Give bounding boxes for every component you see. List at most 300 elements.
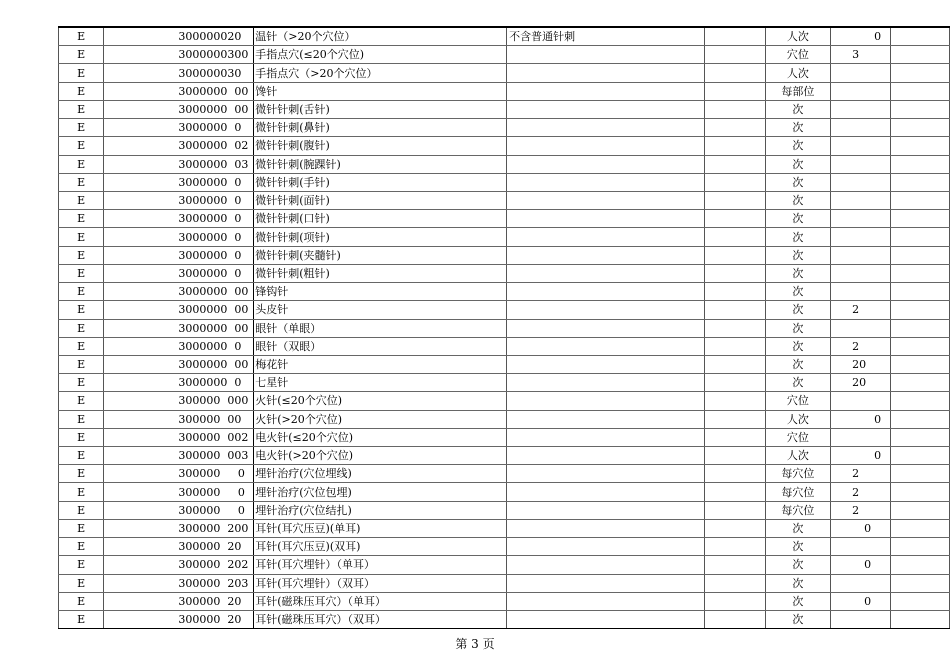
price-cell bbox=[831, 173, 891, 191]
unit-cell: 次 bbox=[765, 611, 830, 629]
code-cell: 3000000 0 bbox=[104, 374, 254, 392]
price-cell bbox=[831, 410, 891, 428]
category-cell: E bbox=[59, 319, 104, 337]
note-cell bbox=[507, 173, 705, 191]
extra-cell bbox=[890, 501, 949, 519]
extra-cell bbox=[890, 538, 949, 556]
price-value: 2 bbox=[852, 339, 860, 353]
price-cell bbox=[831, 574, 891, 592]
extra-cell bbox=[890, 611, 949, 629]
category-cell: E bbox=[59, 155, 104, 173]
extra-cell bbox=[890, 556, 949, 574]
price-cell bbox=[831, 264, 891, 282]
extra-cell bbox=[890, 46, 949, 64]
price-cell bbox=[831, 27, 891, 46]
note-cell bbox=[507, 592, 705, 610]
code-cell: 300000 20 bbox=[104, 538, 254, 556]
unit-cell: 每部位 bbox=[765, 82, 830, 100]
table-row bbox=[59, 374, 950, 392]
price-cell bbox=[831, 392, 891, 410]
item-name-cell: 微针针刺(粗针) bbox=[254, 264, 507, 282]
category-cell: E bbox=[59, 264, 104, 282]
category-cell: E bbox=[59, 337, 104, 355]
unit-cell: 次 bbox=[765, 337, 830, 355]
price-cell bbox=[831, 46, 891, 64]
extra-cell bbox=[890, 374, 949, 392]
table-row bbox=[59, 264, 950, 282]
item-name-cell: 微针针刺(腕踝针) bbox=[254, 155, 507, 173]
category-cell: E bbox=[59, 119, 104, 137]
price-table bbox=[58, 26, 950, 629]
item-name-cell: 电火针(>20个穴位) bbox=[254, 447, 507, 465]
blank-cell bbox=[704, 410, 765, 428]
note-cell bbox=[507, 574, 705, 592]
extra-cell bbox=[890, 574, 949, 592]
note-cell bbox=[507, 483, 705, 501]
extra-cell bbox=[890, 410, 949, 428]
price-cell bbox=[831, 301, 891, 319]
extra-cell bbox=[890, 337, 949, 355]
note-cell: 不含普通针刺 bbox=[507, 27, 705, 46]
extra-cell bbox=[890, 483, 949, 501]
item-name-cell: 耳针(耳穴埋针）（单耳） bbox=[254, 556, 507, 574]
table-row bbox=[59, 483, 950, 501]
category-cell: E bbox=[59, 301, 104, 319]
category-cell: E bbox=[59, 246, 104, 264]
category-cell: E bbox=[59, 428, 104, 446]
extra-cell bbox=[890, 137, 949, 155]
table-row bbox=[59, 27, 950, 46]
note-cell bbox=[507, 611, 705, 629]
table-row bbox=[59, 428, 950, 446]
note-cell bbox=[507, 538, 705, 556]
item-name-cell: 微针针刺(夹髓针) bbox=[254, 246, 507, 264]
table-row bbox=[59, 100, 950, 118]
category-cell: E bbox=[59, 100, 104, 118]
extra-cell bbox=[890, 100, 949, 118]
table-row bbox=[59, 173, 950, 191]
code-cell: 3000000 00 bbox=[104, 100, 254, 118]
code-cell: 300000 0 bbox=[104, 501, 254, 519]
code-cell: 300000 002 bbox=[104, 428, 254, 446]
blank-cell bbox=[704, 173, 765, 191]
price-cell bbox=[831, 519, 891, 537]
item-name-cell: 七星针 bbox=[254, 374, 507, 392]
table-row bbox=[59, 501, 950, 519]
blank-cell bbox=[704, 301, 765, 319]
price-cell bbox=[831, 501, 891, 519]
price-value: 20 bbox=[852, 376, 867, 390]
price-cell bbox=[831, 82, 891, 100]
blank-cell bbox=[704, 374, 765, 392]
item-name-cell: 耳针(磁珠压耳穴）（双耳） bbox=[254, 611, 507, 629]
code-cell: 300000 003 bbox=[104, 447, 254, 465]
item-name-cell: 梅花针 bbox=[254, 355, 507, 373]
code-cell: 3000000 0 bbox=[104, 228, 254, 246]
price-cell bbox=[831, 210, 891, 228]
blank-cell bbox=[704, 155, 765, 173]
price-value: 0 bbox=[864, 594, 872, 608]
note-cell bbox=[507, 428, 705, 446]
item-name-cell: 手指点穴（>20个穴位） bbox=[254, 64, 507, 82]
code-cell: 300000 202 bbox=[104, 556, 254, 574]
price-cell bbox=[831, 556, 891, 574]
category-cell: E bbox=[59, 410, 104, 428]
price-cell bbox=[831, 428, 891, 446]
price-cell bbox=[831, 100, 891, 118]
extra-cell bbox=[890, 283, 949, 301]
extra-cell bbox=[890, 173, 949, 191]
category-cell: E bbox=[59, 611, 104, 629]
item-name-cell: 耳针(耳穴埋针）（双耳） bbox=[254, 574, 507, 592]
code-cell: 300000 200 bbox=[104, 519, 254, 537]
item-name-cell: 埋针治疗(穴位埋线) bbox=[254, 465, 507, 483]
note-cell bbox=[507, 228, 705, 246]
table-row bbox=[59, 611, 950, 629]
category-cell: E bbox=[59, 556, 104, 574]
price-cell bbox=[831, 447, 891, 465]
category-cell: E bbox=[59, 501, 104, 519]
code-cell: 300000 20 bbox=[104, 611, 254, 629]
unit-cell: 次 bbox=[765, 228, 830, 246]
category-cell: E bbox=[59, 592, 104, 610]
blank-cell bbox=[704, 611, 765, 629]
table-row bbox=[59, 465, 950, 483]
price-cell bbox=[831, 137, 891, 155]
unit-cell: 次 bbox=[765, 119, 830, 137]
extra-cell bbox=[890, 119, 949, 137]
price-cell bbox=[831, 483, 891, 501]
category-cell: E bbox=[59, 137, 104, 155]
price-value: 0 bbox=[874, 449, 882, 463]
table-row bbox=[59, 392, 950, 410]
extra-cell bbox=[890, 592, 949, 610]
unit-cell: 人次 bbox=[765, 447, 830, 465]
table-row bbox=[59, 228, 950, 246]
extra-cell bbox=[890, 155, 949, 173]
code-cell: 300000020 bbox=[104, 27, 254, 46]
unit-cell: 穴位 bbox=[765, 46, 830, 64]
blank-cell bbox=[704, 319, 765, 337]
code-cell: 3000000 0 bbox=[104, 173, 254, 191]
blank-cell bbox=[704, 191, 765, 209]
price-cell bbox=[831, 228, 891, 246]
category-cell: E bbox=[59, 447, 104, 465]
table-row bbox=[59, 355, 950, 373]
note-cell bbox=[507, 64, 705, 82]
note-cell bbox=[507, 447, 705, 465]
item-name-cell: 头皮针 bbox=[254, 301, 507, 319]
code-cell: 300000 203 bbox=[104, 574, 254, 592]
blank-cell bbox=[704, 283, 765, 301]
category-cell: E bbox=[59, 574, 104, 592]
item-name-cell: 耳针(磁珠压耳穴）（单耳） bbox=[254, 592, 507, 610]
blank-cell bbox=[704, 228, 765, 246]
item-name-cell: 微针针刺(舌针) bbox=[254, 100, 507, 118]
item-name-cell: 微针针刺(面针) bbox=[254, 191, 507, 209]
table-row bbox=[59, 191, 950, 209]
category-cell: E bbox=[59, 173, 104, 191]
table-row bbox=[59, 319, 950, 337]
blank-cell bbox=[704, 27, 765, 46]
item-name-cell: 微针针刺(鼻针) bbox=[254, 119, 507, 137]
unit-cell: 次 bbox=[765, 191, 830, 209]
blank-cell bbox=[704, 337, 765, 355]
code-cell: 3000000 0 bbox=[104, 264, 254, 282]
price-cell bbox=[831, 64, 891, 82]
table-row bbox=[59, 538, 950, 556]
table-row bbox=[59, 592, 950, 610]
unit-cell: 次 bbox=[765, 283, 830, 301]
item-name-cell: 微针针刺(腹针) bbox=[254, 137, 507, 155]
price-cell bbox=[831, 191, 891, 209]
category-cell: E bbox=[59, 374, 104, 392]
code-cell: 3000000 00 bbox=[104, 82, 254, 100]
blank-cell bbox=[704, 447, 765, 465]
note-cell bbox=[507, 465, 705, 483]
note-cell bbox=[507, 355, 705, 373]
note-cell bbox=[507, 319, 705, 337]
extra-cell bbox=[890, 246, 949, 264]
blank-cell bbox=[704, 519, 765, 537]
code-cell: 3000000 00 bbox=[104, 319, 254, 337]
blank-cell bbox=[704, 483, 765, 501]
table-row bbox=[59, 301, 950, 319]
unit-cell: 次 bbox=[765, 210, 830, 228]
item-name-cell: 火针(≤20个穴位) bbox=[254, 392, 507, 410]
extra-cell bbox=[890, 465, 949, 483]
code-cell: 3000000 02 bbox=[104, 137, 254, 155]
table-row bbox=[59, 519, 950, 537]
note-cell bbox=[507, 374, 705, 392]
note-cell bbox=[507, 410, 705, 428]
note-cell bbox=[507, 46, 705, 64]
table-row bbox=[59, 410, 950, 428]
extra-cell bbox=[890, 27, 949, 46]
unit-cell: 穴位 bbox=[765, 428, 830, 446]
category-cell: E bbox=[59, 355, 104, 373]
table-row bbox=[59, 64, 950, 82]
note-cell bbox=[507, 100, 705, 118]
price-cell bbox=[831, 155, 891, 173]
price-cell bbox=[831, 337, 891, 355]
table-row bbox=[59, 46, 950, 64]
note-cell bbox=[507, 283, 705, 301]
table-row bbox=[59, 283, 950, 301]
note-cell bbox=[507, 191, 705, 209]
item-name-cell: 馋针 bbox=[254, 82, 507, 100]
note-cell bbox=[507, 246, 705, 264]
note-cell bbox=[507, 264, 705, 282]
unit-cell: 人次 bbox=[765, 64, 830, 82]
item-name-cell: 温针（>20个穴位） bbox=[254, 27, 507, 46]
category-cell: E bbox=[59, 519, 104, 537]
category-cell: E bbox=[59, 538, 104, 556]
item-name-cell: 电火针(≤20个穴位) bbox=[254, 428, 507, 446]
unit-cell: 次 bbox=[765, 374, 830, 392]
table-row bbox=[59, 246, 950, 264]
price-cell bbox=[831, 283, 891, 301]
category-cell: E bbox=[59, 64, 104, 82]
table-row bbox=[59, 556, 950, 574]
note-cell bbox=[507, 337, 705, 355]
blank-cell bbox=[704, 392, 765, 410]
price-cell bbox=[831, 465, 891, 483]
note-cell bbox=[507, 501, 705, 519]
item-name-cell: 微针针刺(口针) bbox=[254, 210, 507, 228]
blank-cell bbox=[704, 556, 765, 574]
item-name-cell: 锋钩针 bbox=[254, 283, 507, 301]
extra-cell bbox=[890, 301, 949, 319]
item-name-cell: 埋针治疗(穴位包埋) bbox=[254, 483, 507, 501]
blank-cell bbox=[704, 210, 765, 228]
table-row bbox=[59, 337, 950, 355]
table-row bbox=[59, 155, 950, 173]
table-row bbox=[59, 119, 950, 137]
extra-cell bbox=[890, 264, 949, 282]
code-cell: 3000000 0 bbox=[104, 191, 254, 209]
code-cell: 3000000 00 bbox=[104, 283, 254, 301]
extra-cell bbox=[890, 519, 949, 537]
price-value: 0 bbox=[864, 558, 872, 572]
code-cell: 3000000 0 bbox=[104, 210, 254, 228]
note-cell bbox=[507, 519, 705, 537]
code-cell: 3000000 03 bbox=[104, 155, 254, 173]
code-cell: 300000 0 bbox=[104, 483, 254, 501]
unit-cell: 每穴位 bbox=[765, 483, 830, 501]
extra-cell bbox=[890, 355, 949, 373]
unit-cell: 次 bbox=[765, 100, 830, 118]
price-cell bbox=[831, 319, 891, 337]
price-value: 3 bbox=[852, 48, 860, 62]
price-cell bbox=[831, 355, 891, 373]
category-cell: E bbox=[59, 483, 104, 501]
blank-cell bbox=[704, 64, 765, 82]
unit-cell: 次 bbox=[765, 519, 830, 537]
extra-cell bbox=[890, 447, 949, 465]
unit-cell: 次 bbox=[765, 319, 830, 337]
price-value: 0 bbox=[874, 30, 882, 44]
extra-cell bbox=[890, 191, 949, 209]
note-cell bbox=[507, 137, 705, 155]
blank-cell bbox=[704, 538, 765, 556]
blank-cell bbox=[704, 137, 765, 155]
item-name-cell: 耳针(耳穴压豆)(双耳) bbox=[254, 538, 507, 556]
extra-cell bbox=[890, 228, 949, 246]
category-cell: E bbox=[59, 283, 104, 301]
category-cell: E bbox=[59, 465, 104, 483]
price-value: 20 bbox=[852, 358, 867, 372]
price-value: 2 bbox=[852, 503, 860, 517]
unit-cell: 次 bbox=[765, 556, 830, 574]
code-cell: 3000000 00 bbox=[104, 301, 254, 319]
code-cell: 300000 00 bbox=[104, 410, 254, 428]
price-cell bbox=[831, 611, 891, 629]
item-name-cell: 埋针治疗(穴位结扎) bbox=[254, 501, 507, 519]
extra-cell bbox=[890, 319, 949, 337]
note-cell bbox=[507, 301, 705, 319]
unit-cell: 次 bbox=[765, 173, 830, 191]
code-cell: 3000000 00 bbox=[104, 355, 254, 373]
item-name-cell: 耳针(耳穴压豆)(单耳) bbox=[254, 519, 507, 537]
table-row bbox=[59, 82, 950, 100]
unit-cell: 次 bbox=[765, 592, 830, 610]
code-cell: 3000000 0 bbox=[104, 337, 254, 355]
extra-cell bbox=[890, 428, 949, 446]
note-cell bbox=[507, 210, 705, 228]
price-cell bbox=[831, 538, 891, 556]
extra-cell bbox=[890, 392, 949, 410]
extra-cell bbox=[890, 210, 949, 228]
unit-cell: 次 bbox=[765, 246, 830, 264]
blank-cell bbox=[704, 100, 765, 118]
category-cell: E bbox=[59, 228, 104, 246]
code-cell: 300000 000 bbox=[104, 392, 254, 410]
unit-cell: 次 bbox=[765, 355, 830, 373]
unit-cell: 穴位 bbox=[765, 392, 830, 410]
table-row bbox=[59, 137, 950, 155]
extra-cell bbox=[890, 82, 949, 100]
category-cell: E bbox=[59, 191, 104, 209]
category-cell: E bbox=[59, 82, 104, 100]
blank-cell bbox=[704, 246, 765, 264]
price-cell bbox=[831, 592, 891, 610]
price-cell bbox=[831, 246, 891, 264]
note-cell bbox=[507, 119, 705, 137]
unit-cell: 次 bbox=[765, 574, 830, 592]
category-cell: E bbox=[59, 210, 104, 228]
item-name-cell: 手指点穴(≤20个穴位) bbox=[254, 46, 507, 64]
code-cell: 3000000300 bbox=[104, 46, 254, 64]
blank-cell bbox=[704, 82, 765, 100]
unit-cell: 次 bbox=[765, 538, 830, 556]
blank-cell bbox=[704, 501, 765, 519]
price-value: 2 bbox=[852, 485, 860, 499]
code-cell: 300000 20 bbox=[104, 592, 254, 610]
note-cell bbox=[507, 155, 705, 173]
page-number: 第 3 页 bbox=[455, 637, 495, 651]
price-value: 0 bbox=[864, 522, 872, 536]
blank-cell bbox=[704, 592, 765, 610]
code-cell: 300000030 bbox=[104, 64, 254, 82]
item-name-cell: 微针针刺(手针) bbox=[254, 173, 507, 191]
category-cell: E bbox=[59, 27, 104, 46]
blank-cell bbox=[704, 574, 765, 592]
blank-cell bbox=[704, 428, 765, 446]
unit-cell: 每穴位 bbox=[765, 465, 830, 483]
unit-cell: 次 bbox=[765, 301, 830, 319]
note-cell bbox=[507, 556, 705, 574]
price-value: 2 bbox=[852, 303, 860, 317]
extra-cell bbox=[890, 64, 949, 82]
price-cell bbox=[831, 119, 891, 137]
unit-cell: 每穴位 bbox=[765, 501, 830, 519]
price-cell bbox=[831, 374, 891, 392]
item-name-cell: 眼针（单眼） bbox=[254, 319, 507, 337]
item-name-cell: 微针针刺(项针) bbox=[254, 228, 507, 246]
item-name-cell: 火针(>20个穴位) bbox=[254, 410, 507, 428]
item-name-cell: 眼针（双眼） bbox=[254, 337, 507, 355]
table-row bbox=[59, 447, 950, 465]
note-cell bbox=[507, 392, 705, 410]
blank-cell bbox=[704, 264, 765, 282]
unit-cell: 人次 bbox=[765, 410, 830, 428]
blank-cell bbox=[704, 355, 765, 373]
price-value: 2 bbox=[852, 467, 860, 481]
table-body bbox=[59, 27, 950, 629]
table-row bbox=[59, 574, 950, 592]
unit-cell: 次 bbox=[765, 137, 830, 155]
